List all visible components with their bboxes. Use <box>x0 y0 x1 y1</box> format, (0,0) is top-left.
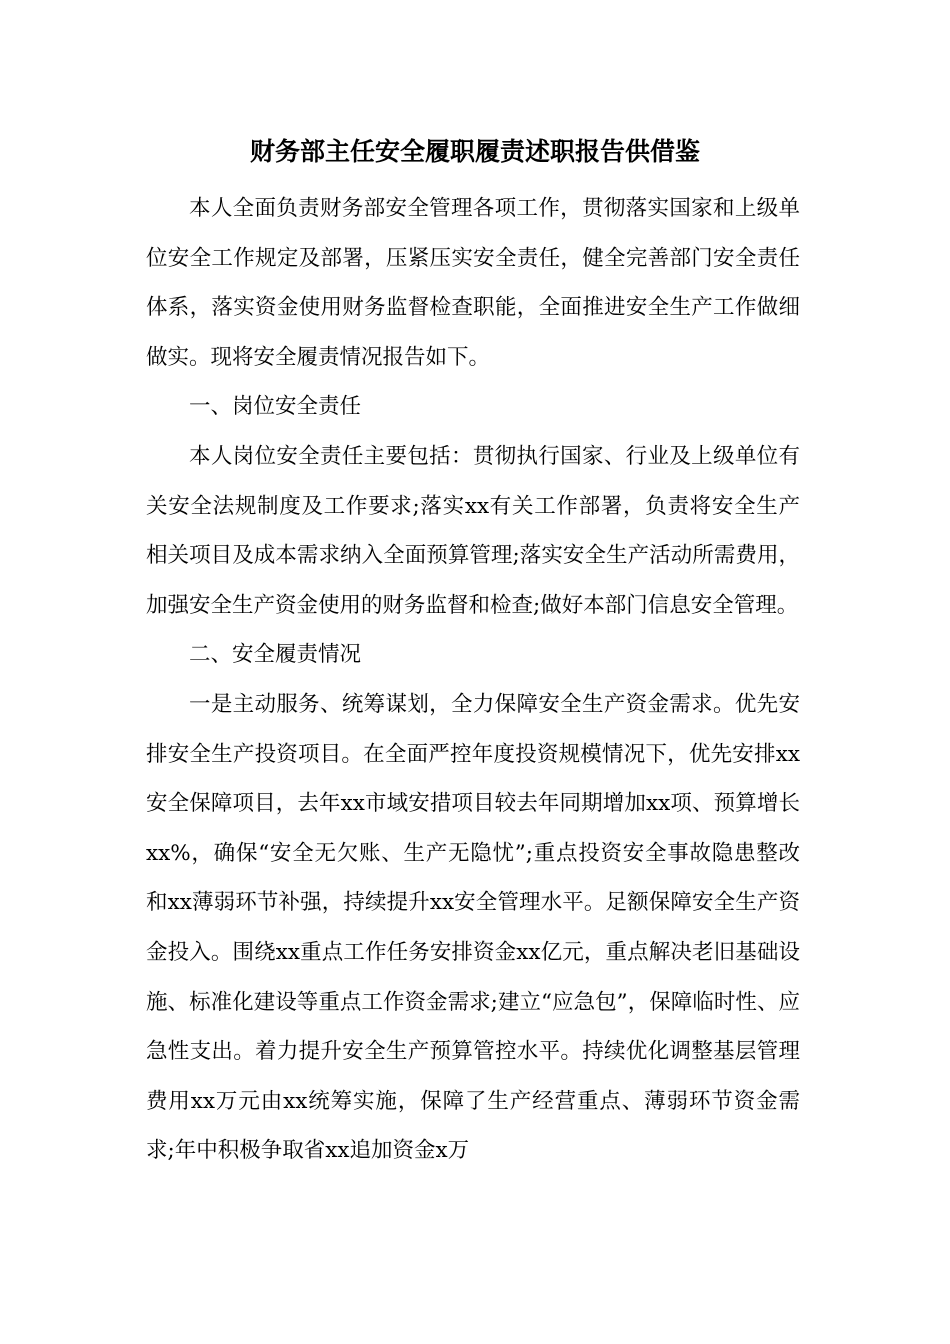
paragraph-intro: 本人全面负责财务部安全管理各项工作，贯彻落实国家和上级单位安全工作规定及部署，压紧压实安全责任，健全完善部门安全责任体系，落实资金使用财务监督检查职能，全面推进安全生产工作做细做实。现将安全履责情况报告如下。 <box>146 196 800 370</box>
document-title: 财务部主任安全履职履责述职报告供借鉴 <box>249 137 700 166</box>
paragraph-performance: 一是主动服务、统筹谋划，全力保障安全生产资金需求。优先安排安全生产投资项目。在全面严控年度投资规模情况下，优先安排xx安全保障项目，去年xx市域安措项目较去年同期增加xx项、预算增长xx%，确保“安全无欠账、生产无隐忧”;重点投资安全事故隐患整改和xx薄弱环节补强，持续提升xx安全管理水平。足额保障安全生产资金投入。围绕xx重点工作任务安排资金xx亿元，重点解决老旧基础设施、标准化建设等重点工作资金需求;建立“应急包”，保障临时性、应急性支出。着力提升安全生产预算管控水平。持续优化调整基层管理费用xx万元由xx统筹实施，保障了生产经营重点、薄弱环节资金需求;年中积极争取省xx追加资金x万 <box>146 691 800 1164</box>
section-heading-1: 一、岗位安全责任 <box>189 394 362 420</box>
section-heading-2: 二、安全履责情况 <box>189 642 362 668</box>
paragraph-responsibilities: 本人岗位安全责任主要包括：贯彻执行国家、行业及上级单位有关安全法规制度及工作要求;落实xx有关工作部署，负责将安全生产相关项目及成本需求纳入全面预算管理;落实安全生产活动所需费用，加强安全生产资金使用的财务监督和检查;做好本部门信息安全管理。 <box>146 443 800 618</box>
document-body <box>146 184 800 1176</box>
